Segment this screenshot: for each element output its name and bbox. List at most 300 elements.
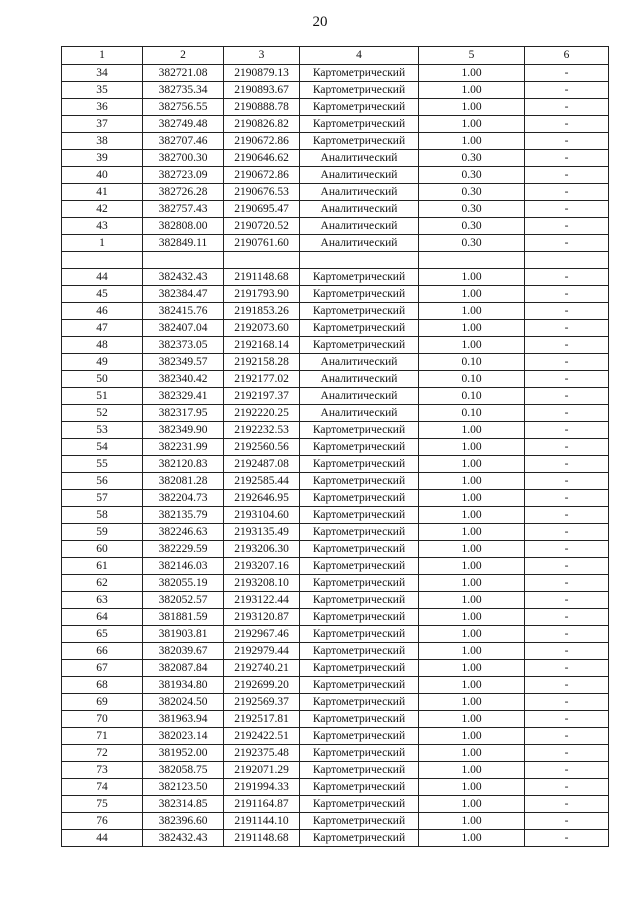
point-number-cell: 40 — [62, 167, 143, 184]
description-cell: - — [525, 82, 609, 99]
method-cell: Картометрический — [300, 422, 419, 439]
y-coordinate-cell: 2191994.33 — [224, 779, 300, 796]
table-row — [62, 252, 609, 269]
table-row — [62, 745, 609, 762]
description-cell: - — [525, 694, 609, 711]
description-cell: - — [525, 779, 609, 796]
method-cell: Картометрический — [300, 524, 419, 541]
y-coordinate-cell: 2193207.16 — [224, 558, 300, 575]
table-row — [62, 677, 609, 694]
point-number-cell: 62 — [62, 575, 143, 592]
accuracy-cell: 0.30 — [419, 235, 525, 252]
method-cell: Картометрический — [300, 796, 419, 813]
accuracy-cell: 1.00 — [419, 116, 525, 133]
point-number-cell: 58 — [62, 507, 143, 524]
point-number-cell: 69 — [62, 694, 143, 711]
method-cell: Картометрический — [300, 99, 419, 116]
description-cell: - — [525, 184, 609, 201]
accuracy-cell: 1.00 — [419, 337, 525, 354]
description-cell: - — [525, 575, 609, 592]
column-header: 4 — [300, 47, 419, 65]
x-coordinate-cell: 382024.50 — [143, 694, 224, 711]
method-cell: Картометрический — [300, 133, 419, 150]
y-coordinate-cell: 2193122.44 — [224, 592, 300, 609]
method-cell: Картометрический — [300, 830, 419, 847]
description-cell: - — [525, 745, 609, 762]
y-coordinate-cell: 2191853.26 — [224, 303, 300, 320]
accuracy-cell: 1.00 — [419, 694, 525, 711]
point-number-cell: 39 — [62, 150, 143, 167]
accuracy-cell: 1.00 — [419, 320, 525, 337]
table-row — [62, 541, 609, 558]
method-cell: Аналитический — [300, 184, 419, 201]
coordinates-table — [61, 46, 609, 847]
accuracy-cell: 1.00 — [419, 592, 525, 609]
description-cell: - — [525, 507, 609, 524]
y-coordinate-cell: 2192197.37 — [224, 388, 300, 405]
method-cell: Картометрический — [300, 541, 419, 558]
point-number-cell: 41 — [62, 184, 143, 201]
method-cell: Картометрический — [300, 694, 419, 711]
description-cell: - — [525, 660, 609, 677]
table-row — [62, 116, 609, 133]
description-cell: - — [525, 150, 609, 167]
accuracy-cell: 0.30 — [419, 201, 525, 218]
y-coordinate-cell: 2193120.87 — [224, 609, 300, 626]
table-row — [62, 779, 609, 796]
accuracy-cell: 1.00 — [419, 711, 525, 728]
accuracy-cell — [419, 252, 525, 269]
point-number-cell: 52 — [62, 405, 143, 422]
description-cell: - — [525, 269, 609, 286]
description-cell: - — [525, 354, 609, 371]
table-row — [62, 286, 609, 303]
method-cell: Аналитический — [300, 201, 419, 218]
point-number-cell: 59 — [62, 524, 143, 541]
table-row — [62, 609, 609, 626]
method-cell: Картометрический — [300, 286, 419, 303]
point-number-cell: 47 — [62, 320, 143, 337]
point-number-cell: 35 — [62, 82, 143, 99]
table-row — [62, 694, 609, 711]
description-cell: - — [525, 541, 609, 558]
table-row — [62, 201, 609, 218]
point-number-cell: 66 — [62, 643, 143, 660]
x-coordinate-cell: 382081.28 — [143, 473, 224, 490]
description-cell: - — [525, 218, 609, 235]
accuracy-cell: 0.10 — [419, 388, 525, 405]
point-number-cell: 44 — [62, 830, 143, 847]
table-row — [62, 269, 609, 286]
description-cell: - — [525, 388, 609, 405]
column-header: 2 — [143, 47, 224, 65]
accuracy-cell: 1.00 — [419, 65, 525, 82]
point-number-cell: 64 — [62, 609, 143, 626]
x-coordinate-cell: 382055.19 — [143, 575, 224, 592]
table-body — [62, 65, 609, 847]
accuracy-cell: 1.00 — [419, 558, 525, 575]
accuracy-cell: 1.00 — [419, 473, 525, 490]
y-coordinate-cell: 2191148.68 — [224, 830, 300, 847]
description-cell: - — [525, 592, 609, 609]
x-coordinate-cell: 382349.57 — [143, 354, 224, 371]
y-coordinate-cell: 2192979.44 — [224, 643, 300, 660]
accuracy-cell: 1.00 — [419, 303, 525, 320]
x-coordinate-cell: 382340.42 — [143, 371, 224, 388]
x-coordinate-cell: 382707.46 — [143, 133, 224, 150]
point-number-cell: 43 — [62, 218, 143, 235]
method-cell: Картометрический — [300, 592, 419, 609]
x-coordinate-cell: 382384.47 — [143, 286, 224, 303]
method-cell: Картометрический — [300, 490, 419, 507]
x-coordinate-cell: 382349.90 — [143, 422, 224, 439]
point-number-cell: 36 — [62, 99, 143, 116]
method-cell: Картометрический — [300, 779, 419, 796]
method-cell: Картометрический — [300, 626, 419, 643]
x-coordinate-cell: 382231.99 — [143, 439, 224, 456]
accuracy-cell: 1.00 — [419, 286, 525, 303]
method-cell: Картометрический — [300, 813, 419, 830]
y-coordinate-cell: 2191164.87 — [224, 796, 300, 813]
table-row — [62, 337, 609, 354]
column-header: 5 — [419, 47, 525, 65]
accuracy-cell: 1.00 — [419, 762, 525, 779]
method-cell: Картометрический — [300, 507, 419, 524]
point-number-cell: 60 — [62, 541, 143, 558]
method-cell: Картометрический — [300, 82, 419, 99]
y-coordinate-cell: 2192517.81 — [224, 711, 300, 728]
accuracy-cell: 1.00 — [419, 439, 525, 456]
y-coordinate-cell: 2192487.08 — [224, 456, 300, 473]
method-cell: Картометрический — [300, 337, 419, 354]
table-row — [62, 235, 609, 252]
description-cell: - — [525, 677, 609, 694]
x-coordinate-cell: 382314.85 — [143, 796, 224, 813]
x-coordinate-cell: 381934.80 — [143, 677, 224, 694]
point-number-cell: 70 — [62, 711, 143, 728]
accuracy-cell: 1.00 — [419, 269, 525, 286]
y-coordinate-cell: 2193208.10 — [224, 575, 300, 592]
method-cell: Картометрический — [300, 303, 419, 320]
y-coordinate-cell: 2192168.14 — [224, 337, 300, 354]
description-cell: - — [525, 626, 609, 643]
table-row — [62, 473, 609, 490]
table-row — [62, 82, 609, 99]
point-number-cell: 76 — [62, 813, 143, 830]
accuracy-cell: 1.00 — [419, 456, 525, 473]
accuracy-cell: 0.10 — [419, 371, 525, 388]
description-cell: - — [525, 337, 609, 354]
x-coordinate-cell: 382808.00 — [143, 218, 224, 235]
table-row — [62, 575, 609, 592]
table-row — [62, 711, 609, 728]
y-coordinate-cell: 2190879.13 — [224, 65, 300, 82]
x-coordinate-cell: 382700.30 — [143, 150, 224, 167]
description-cell: - — [525, 456, 609, 473]
accuracy-cell: 1.00 — [419, 728, 525, 745]
accuracy-cell: 1.00 — [419, 677, 525, 694]
x-coordinate-cell: 382039.67 — [143, 643, 224, 660]
accuracy-cell: 1.00 — [419, 133, 525, 150]
method-cell: Аналитический — [300, 167, 419, 184]
x-coordinate-cell: 382146.03 — [143, 558, 224, 575]
point-number-cell: 48 — [62, 337, 143, 354]
x-coordinate-cell: 382757.43 — [143, 201, 224, 218]
method-cell: Аналитический — [300, 371, 419, 388]
accuracy-cell: 1.00 — [419, 507, 525, 524]
point-number-cell: 53 — [62, 422, 143, 439]
y-coordinate-cell: 2190672.86 — [224, 133, 300, 150]
y-coordinate-cell: 2190676.53 — [224, 184, 300, 201]
y-coordinate-cell: 2191144.10 — [224, 813, 300, 830]
description-cell: - — [525, 813, 609, 830]
x-coordinate-cell: 382756.55 — [143, 99, 224, 116]
point-number-cell: 45 — [62, 286, 143, 303]
y-coordinate-cell: 2190826.82 — [224, 116, 300, 133]
description-cell: - — [525, 643, 609, 660]
description-cell: - — [525, 728, 609, 745]
description-cell: - — [525, 830, 609, 847]
x-coordinate-cell — [143, 252, 224, 269]
accuracy-cell: 1.00 — [419, 626, 525, 643]
description-cell: - — [525, 286, 609, 303]
method-cell: Аналитический — [300, 354, 419, 371]
y-coordinate-cell: 2190893.67 — [224, 82, 300, 99]
column-header: 1 — [62, 47, 143, 65]
description-cell: - — [525, 711, 609, 728]
table-row — [62, 388, 609, 405]
method-cell: Картометрический — [300, 711, 419, 728]
method-cell: Картометрический — [300, 609, 419, 626]
table-row — [62, 439, 609, 456]
description-cell: - — [525, 65, 609, 82]
y-coordinate-cell: 2190888.78 — [224, 99, 300, 116]
x-coordinate-cell: 381903.81 — [143, 626, 224, 643]
description-cell: - — [525, 405, 609, 422]
y-coordinate-cell: 2193135.49 — [224, 524, 300, 541]
method-cell: Картометрический — [300, 65, 419, 82]
table-row — [62, 405, 609, 422]
x-coordinate-cell: 382329.41 — [143, 388, 224, 405]
description-cell — [525, 252, 609, 269]
x-coordinate-cell: 382415.76 — [143, 303, 224, 320]
point-number-cell: 73 — [62, 762, 143, 779]
method-cell — [300, 252, 419, 269]
point-number-cell: 42 — [62, 201, 143, 218]
x-coordinate-cell: 382246.63 — [143, 524, 224, 541]
accuracy-cell: 1.00 — [419, 830, 525, 847]
x-coordinate-cell: 382432.43 — [143, 269, 224, 286]
accuracy-cell: 1.00 — [419, 99, 525, 116]
point-number-cell: 49 — [62, 354, 143, 371]
method-cell: Картометрический — [300, 558, 419, 575]
table-row — [62, 490, 609, 507]
table-row — [62, 524, 609, 541]
x-coordinate-cell: 382407.04 — [143, 320, 224, 337]
method-cell: Картометрический — [300, 745, 419, 762]
description-cell: - — [525, 490, 609, 507]
method-cell: Картометрический — [300, 456, 419, 473]
x-coordinate-cell: 382135.79 — [143, 507, 224, 524]
method-cell: Аналитический — [300, 218, 419, 235]
y-coordinate-cell: 2192177.02 — [224, 371, 300, 388]
description-cell: - — [525, 439, 609, 456]
description-cell: - — [525, 303, 609, 320]
x-coordinate-cell: 382317.95 — [143, 405, 224, 422]
point-number-cell: 63 — [62, 592, 143, 609]
method-cell: Картометрический — [300, 728, 419, 745]
accuracy-cell: 0.10 — [419, 354, 525, 371]
x-coordinate-cell: 381952.00 — [143, 745, 224, 762]
accuracy-cell: 1.00 — [419, 779, 525, 796]
method-cell: Картометрический — [300, 677, 419, 694]
table-row — [62, 507, 609, 524]
description-cell: - — [525, 609, 609, 626]
point-number-cell: 44 — [62, 269, 143, 286]
x-coordinate-cell: 382849.11 — [143, 235, 224, 252]
y-coordinate-cell: 2192646.95 — [224, 490, 300, 507]
table-row — [62, 65, 609, 82]
table-row — [62, 218, 609, 235]
method-cell: Картометрический — [300, 473, 419, 490]
method-cell: Аналитический — [300, 150, 419, 167]
description-cell: - — [525, 796, 609, 813]
point-number-cell: 61 — [62, 558, 143, 575]
x-coordinate-cell: 382373.05 — [143, 337, 224, 354]
method-cell: Аналитический — [300, 405, 419, 422]
x-coordinate-cell: 382396.60 — [143, 813, 224, 830]
table-row — [62, 167, 609, 184]
x-coordinate-cell: 382023.14 — [143, 728, 224, 745]
y-coordinate-cell: 2192422.51 — [224, 728, 300, 745]
method-cell: Картометрический — [300, 762, 419, 779]
point-number-cell: 1 — [62, 235, 143, 252]
point-number-cell: 71 — [62, 728, 143, 745]
table-row — [62, 813, 609, 830]
point-number-cell: 57 — [62, 490, 143, 507]
x-coordinate-cell: 382723.09 — [143, 167, 224, 184]
description-cell: - — [525, 167, 609, 184]
y-coordinate-cell: 2193206.30 — [224, 541, 300, 558]
table-row — [62, 762, 609, 779]
y-coordinate-cell: 2192375.48 — [224, 745, 300, 762]
y-coordinate-cell: 2192740.21 — [224, 660, 300, 677]
point-number-cell: 67 — [62, 660, 143, 677]
table-row — [62, 354, 609, 371]
point-number-cell: 68 — [62, 677, 143, 694]
x-coordinate-cell: 382726.28 — [143, 184, 224, 201]
x-coordinate-cell: 382749.48 — [143, 116, 224, 133]
y-coordinate-cell: 2192967.46 — [224, 626, 300, 643]
y-coordinate-cell: 2193104.60 — [224, 507, 300, 524]
accuracy-cell: 1.00 — [419, 490, 525, 507]
x-coordinate-cell: 382120.83 — [143, 456, 224, 473]
x-coordinate-cell: 381963.94 — [143, 711, 224, 728]
point-number-cell: 38 — [62, 133, 143, 150]
x-coordinate-cell: 382087.84 — [143, 660, 224, 677]
description-cell: - — [525, 133, 609, 150]
description-cell: - — [525, 422, 609, 439]
y-coordinate-cell: 2192569.37 — [224, 694, 300, 711]
point-number-cell: 46 — [62, 303, 143, 320]
accuracy-cell: 1.00 — [419, 575, 525, 592]
y-coordinate-cell: 2190720.52 — [224, 218, 300, 235]
table-row — [62, 133, 609, 150]
description-cell: - — [525, 762, 609, 779]
description-cell: - — [525, 235, 609, 252]
description-cell: - — [525, 473, 609, 490]
accuracy-cell: 1.00 — [419, 541, 525, 558]
y-coordinate-cell: 2192585.44 — [224, 473, 300, 490]
table-header-row — [62, 47, 609, 65]
x-coordinate-cell: 382052.57 — [143, 592, 224, 609]
accuracy-cell: 1.00 — [419, 813, 525, 830]
point-number-cell: 75 — [62, 796, 143, 813]
table-row — [62, 456, 609, 473]
accuracy-cell: 0.30 — [419, 150, 525, 167]
description-cell: - — [525, 320, 609, 337]
x-coordinate-cell: 382721.08 — [143, 65, 224, 82]
accuracy-cell: 1.00 — [419, 609, 525, 626]
y-coordinate-cell: 2190761.60 — [224, 235, 300, 252]
table-row — [62, 796, 609, 813]
accuracy-cell: 0.30 — [419, 218, 525, 235]
accuracy-cell: 1.00 — [419, 660, 525, 677]
description-cell: - — [525, 116, 609, 133]
accuracy-cell: 0.30 — [419, 184, 525, 201]
table-row — [62, 422, 609, 439]
table-row — [62, 592, 609, 609]
accuracy-cell: 1.00 — [419, 643, 525, 660]
accuracy-cell: 1.00 — [419, 796, 525, 813]
table-row — [62, 184, 609, 201]
y-coordinate-cell: 2192158.28 — [224, 354, 300, 371]
y-coordinate-cell: 2192232.53 — [224, 422, 300, 439]
table-row — [62, 371, 609, 388]
method-cell: Картометрический — [300, 116, 419, 133]
point-number-cell: 54 — [62, 439, 143, 456]
point-number-cell: 37 — [62, 116, 143, 133]
y-coordinate-cell: 2192071.29 — [224, 762, 300, 779]
accuracy-cell: 1.00 — [419, 82, 525, 99]
x-coordinate-cell: 382735.34 — [143, 82, 224, 99]
x-coordinate-cell: 382432.43 — [143, 830, 224, 847]
table-row — [62, 320, 609, 337]
x-coordinate-cell: 382123.50 — [143, 779, 224, 796]
point-number-cell: 72 — [62, 745, 143, 762]
method-cell: Картометрический — [300, 269, 419, 286]
accuracy-cell: 1.00 — [419, 422, 525, 439]
column-header: 6 — [525, 47, 609, 65]
point-number-cell: 74 — [62, 779, 143, 796]
point-number-cell — [62, 252, 143, 269]
method-cell: Картометрический — [300, 320, 419, 337]
accuracy-cell: 1.00 — [419, 524, 525, 541]
table-row — [62, 660, 609, 677]
column-header: 3 — [224, 47, 300, 65]
x-coordinate-cell: 382229.59 — [143, 541, 224, 558]
y-coordinate-cell — [224, 252, 300, 269]
x-coordinate-cell: 382204.73 — [143, 490, 224, 507]
point-number-cell: 56 — [62, 473, 143, 490]
table-row — [62, 99, 609, 116]
table-row — [62, 830, 609, 847]
method-cell: Картометрический — [300, 660, 419, 677]
table-row — [62, 303, 609, 320]
point-number-cell: 50 — [62, 371, 143, 388]
y-coordinate-cell: 2192560.56 — [224, 439, 300, 456]
y-coordinate-cell: 2192073.60 — [224, 320, 300, 337]
